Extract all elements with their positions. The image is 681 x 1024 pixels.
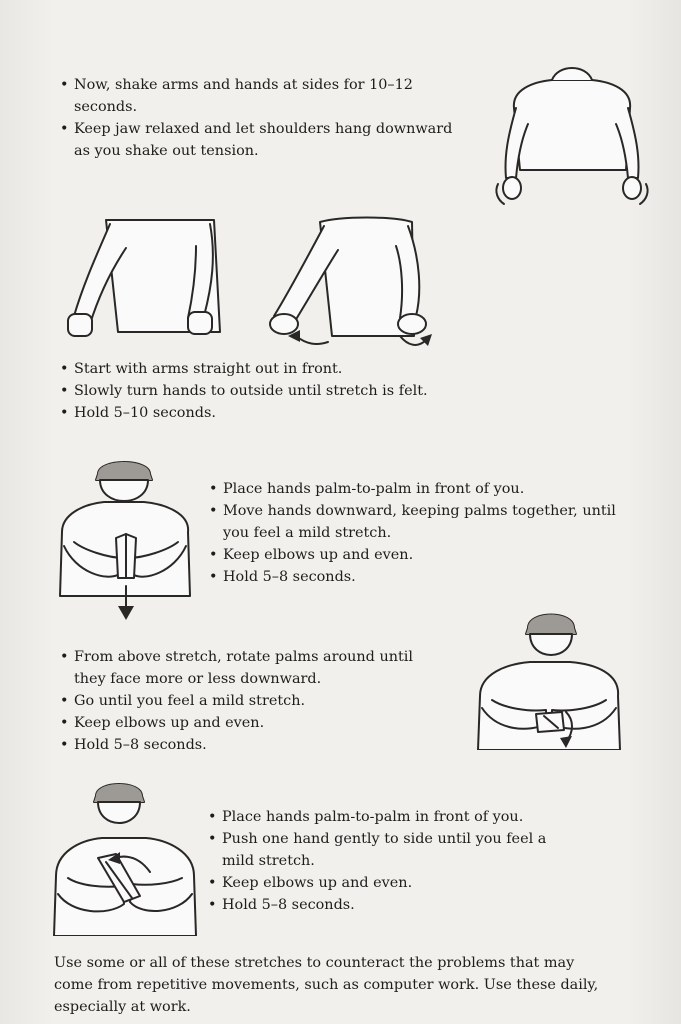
shaking-arms-figure-icon xyxy=(492,38,652,210)
section-5-bullets xyxy=(208,806,670,916)
section-1-bullet-1: • Now, shake arms and hands at sides for 10–12 seconds. xyxy=(60,74,500,118)
section-2-bullet-3: • Hold 5–10 seconds. xyxy=(60,402,500,424)
section-5-bullet-4: • Hold 5–8 seconds. xyxy=(208,894,670,916)
section-4-bullets xyxy=(60,646,500,756)
section-2-bullet-1: • Start with arms straight out in front. xyxy=(60,358,500,380)
section-5-bullet-2: • Push one hand gently to side until you feel a mild stretch. xyxy=(208,828,670,872)
section-4-bullet-4: • Hold 5–8 seconds. xyxy=(60,734,500,756)
closing-paragraph: Use some or all of these stretches to counteract the problems that may come from repetitive movements, such as computer work. Use these daily, especially at work. xyxy=(54,955,599,1015)
section-4-bullet-3: • Keep elbows up and even. xyxy=(60,712,500,734)
section-5-bullet-1: • Place hands palm-to-palm in front of you. xyxy=(208,806,670,828)
section-2-bullets xyxy=(60,358,500,424)
section-4-bullet-1: • From above stretch, rotate palms around until they face more or less downward. xyxy=(60,646,500,690)
section-3-bullet-1: • Place hands palm-to-palm in front of you. xyxy=(209,478,671,500)
section-3-bullet-4: • Hold 5–8 seconds. xyxy=(209,566,671,588)
palms-together-down-figure-icon xyxy=(54,446,198,624)
section-1-bullet-2: • Keep jaw relaxed and let shoulders hang downward as you shake out tension. xyxy=(60,118,500,162)
section-2-bullet-2: • Slowly turn hands to outside until stretch is felt. xyxy=(60,380,500,402)
section-3-bullet-3: • Keep elbows up and even. xyxy=(209,544,671,566)
section-4-bullet-2: • Go until you feel a mild stretch. xyxy=(60,690,500,712)
palms-rotated-figure-icon xyxy=(474,600,624,750)
palms-pushed-side-figure-icon xyxy=(50,768,200,936)
section-3-bullets xyxy=(209,478,671,588)
section-3-bullet-2: • Move hands downward, keeping palms together, until you feel a mild stretch. xyxy=(209,500,671,544)
arms-straight-figures-icon xyxy=(62,212,446,358)
section-5-bullet-3: • Keep elbows up and even. xyxy=(208,872,670,894)
section-1-bullets xyxy=(60,74,500,162)
